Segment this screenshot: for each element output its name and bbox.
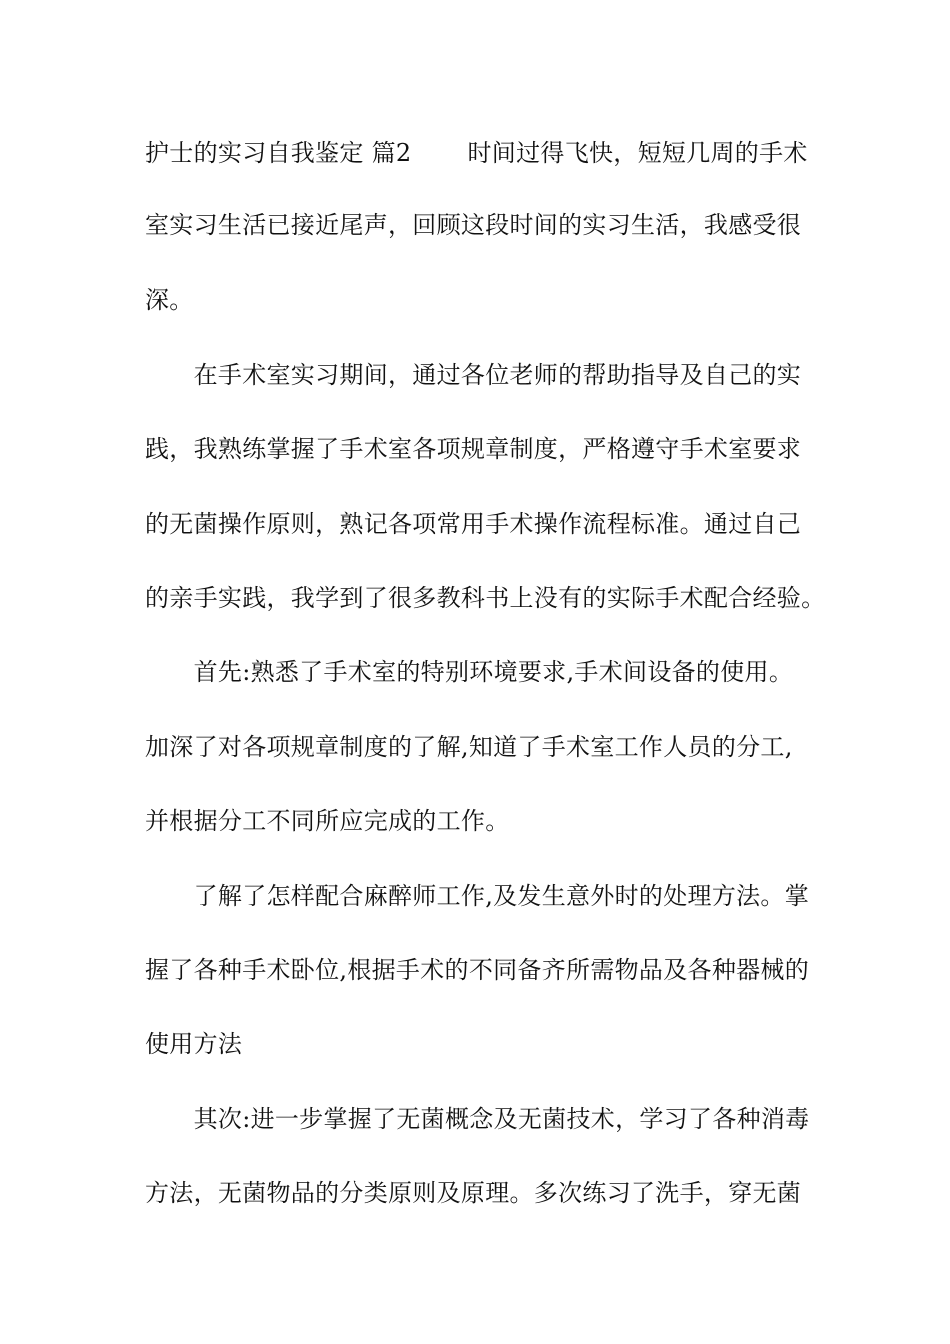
paragraph-line: 的亲手实践，我学到了很多教科书上没有的实际手术配合经验。 [145, 584, 826, 612]
paragraph-line: 方法，无菌物品的分类原则及原理。多次练习了洗手，穿无菌 [145, 1179, 802, 1207]
paragraph-line: 的无菌操作原则，熟记各项常用手术操作流程标准。通过自己 [145, 510, 802, 538]
paragraph-line: 并根据分工不同所应完成的工作。 [145, 807, 510, 835]
paragraph-line: 深。 [145, 286, 194, 314]
paragraph-line: 了解了怎样配合麻醉师工作,及发生意外时的处理方法。掌 [145, 882, 810, 910]
paragraph-line: 加深了对各项规章制度的了解,知道了手术室工作人员的分工, [145, 733, 793, 761]
paragraph-line: 握了各种手术卧位,根据手术的不同备齐所需物品及各种器械的 [145, 956, 810, 984]
paragraph-line: 室实习生活已接近尾声，回顾这段时间的实习生活，我感受很 [145, 211, 802, 239]
paragraph-line: 践，我熟练掌握了手术室各项规章制度，严格遵守手术室要求 [145, 435, 802, 463]
document-heading: 护士的实习自我鉴定 篇2 [145, 139, 412, 167]
paragraph-line: 使用方法 [145, 1030, 243, 1058]
first-line [145, 136, 815, 170]
paragraph-line: 首先:熟悉了手术室的特别环境要求,手术间设备的使用。 [145, 658, 794, 686]
paragraph-line: 其次:进一步掌握了无菌概念及无菌技术，学习了各种消毒 [145, 1105, 810, 1133]
paragraph-line: 在手术室实习期间，通过各位老师的帮助指导及自己的实 [145, 361, 802, 389]
paragraph-line: 时间过得飞快，短短几周的手术 [467, 139, 808, 167]
